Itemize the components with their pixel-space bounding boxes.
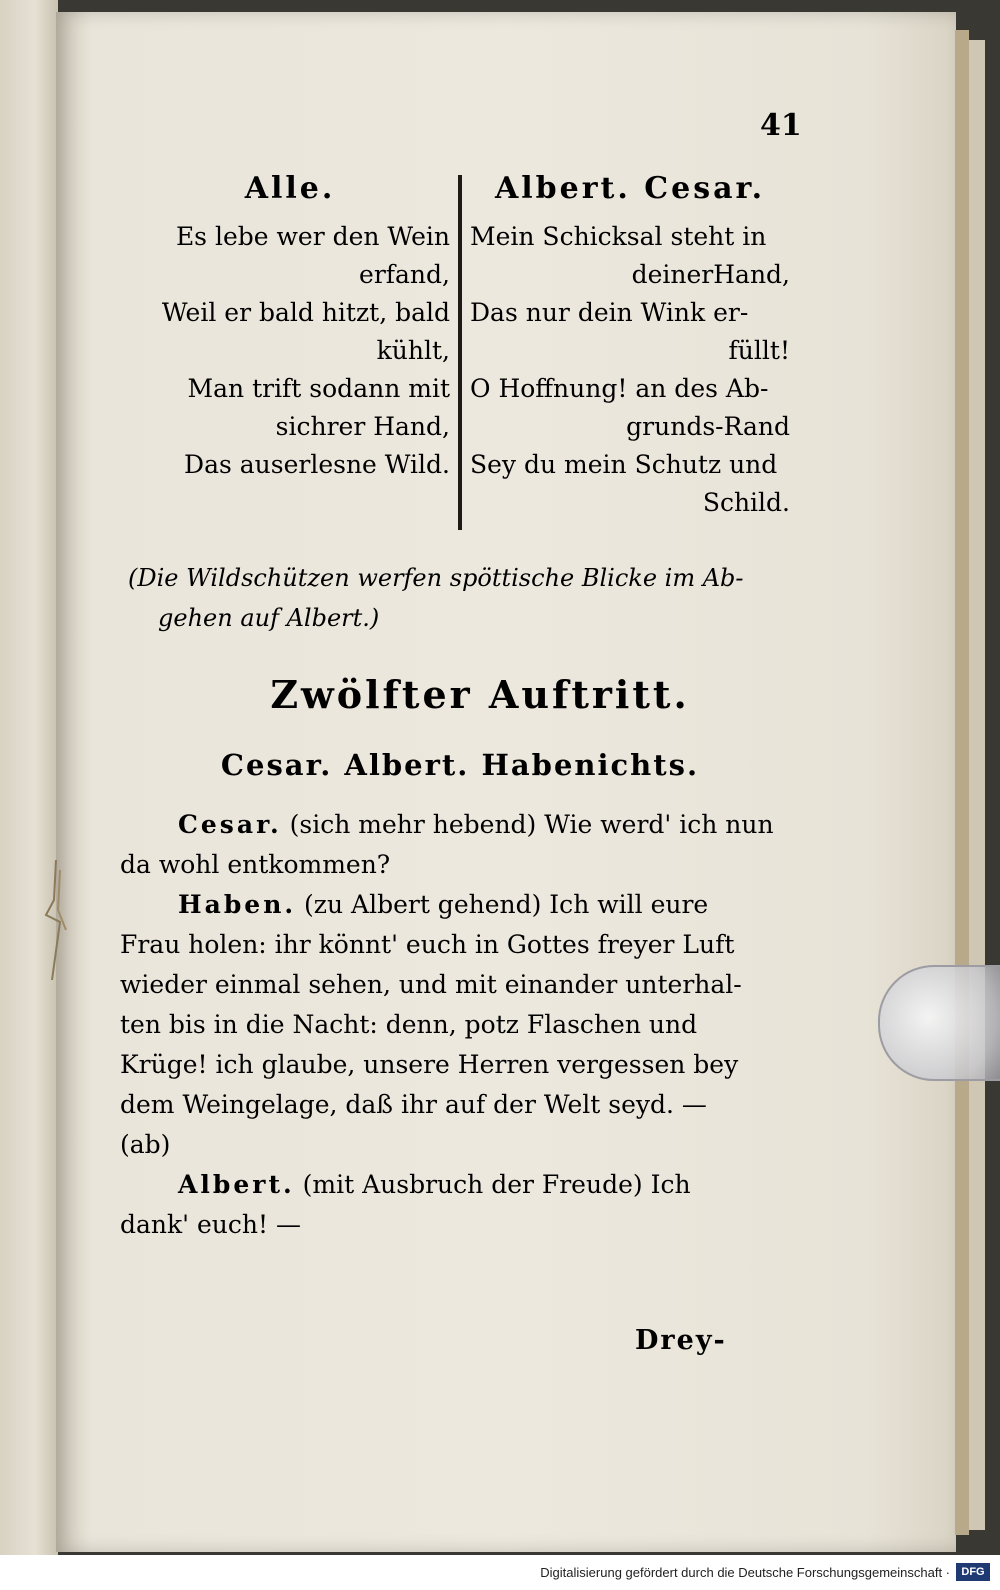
speech-line: (sich mehr hebend) Wie werd' ich nun	[289, 810, 774, 839]
column-divider	[458, 175, 462, 530]
facing-page-edge	[0, 0, 58, 1555]
speech-line: (mit Ausbruch der Freude) Ich	[302, 1170, 691, 1199]
column-header-right: Albert. Cesar.	[494, 171, 766, 206]
stage-direction-line: gehen auf Albert.)	[158, 604, 380, 632]
binding-thread	[36, 860, 76, 980]
verse-column-left	[130, 170, 450, 484]
page-clip	[878, 965, 1000, 1081]
verse-line: kühlt,	[376, 336, 450, 365]
verse-line: deinerHand,	[631, 260, 790, 289]
verse-line: Mein Schicksal steht in	[470, 222, 767, 251]
speech-line: ten bis in die Nacht: denn, potz Flaschen und	[120, 1010, 698, 1039]
verse-line: erfand,	[359, 260, 450, 289]
speaker-name: Cesar.	[178, 810, 282, 839]
two-column-verse	[130, 170, 802, 535]
speech-line: dem Weingelage, daß ihr auf der Welt seyd. —	[120, 1090, 707, 1119]
speaker-name: Albert.	[178, 1170, 295, 1199]
page-number: 41	[760, 108, 802, 143]
verse-column-right	[470, 170, 790, 522]
verse-line: Schild.	[702, 488, 790, 517]
stage-direction-line: (Die Wildschützen werfen spöttische Blicke im Ab-	[128, 564, 744, 592]
verse-line: grunds-Rand	[626, 412, 790, 441]
scene-title: Zwölfter Auftritt.	[270, 672, 690, 717]
footer-bar	[0, 1555, 1000, 1590]
page-edge-back	[969, 40, 985, 1530]
verse-line: Weil er bald hitzt, bald	[161, 298, 450, 327]
verse-line: Das nur dein Wink er-	[470, 298, 749, 327]
verse-line: füllt!	[728, 336, 790, 365]
speech-haben	[120, 885, 792, 1165]
speech-cesar	[120, 805, 792, 885]
verse-line: Das auserlesne Wild.	[184, 450, 450, 479]
column-header-left: Alle.	[244, 171, 336, 206]
speech-albert	[120, 1165, 792, 1245]
speech-line: (ab)	[120, 1130, 171, 1159]
verse-line: Man trift sodann mit	[187, 374, 450, 403]
speech-line: wieder einmal sehen, und mit einander unterhal-	[120, 970, 742, 999]
speech-line: Krüge! ich glaube, unsere Herren vergessen bey	[120, 1050, 739, 1079]
verse-line: sichrer Hand,	[275, 412, 450, 441]
speech-line: (zu Albert gehend) Ich will eure	[304, 890, 709, 919]
speech-line: dank' euch! —	[120, 1210, 301, 1239]
speech-line: Frau holen: ihr könnt' euch in Gottes freyer Luft	[120, 930, 735, 959]
dialogue	[120, 805, 792, 1245]
funding-credit: Digitalisierung gefördert durch die Deutsche Forschungsgemeinschaft ·	[540, 1565, 950, 1580]
verse-line: Es lebe wer den Wein	[175, 222, 450, 251]
catchword: Drey-	[635, 1325, 727, 1356]
speaker-name: Haben.	[178, 890, 297, 919]
scene-characters: Cesar. Albert. Habenichts.	[220, 748, 700, 782]
dfg-logo-icon: DFG	[956, 1563, 990, 1581]
page-edge	[955, 30, 969, 1535]
stage-direction	[128, 558, 798, 638]
verse-line: Sey du mein Schutz und	[470, 450, 778, 479]
verse-line: O Hoffnung! an des Ab-	[470, 374, 769, 403]
speech-line: da wohl entkommen?	[120, 850, 391, 879]
